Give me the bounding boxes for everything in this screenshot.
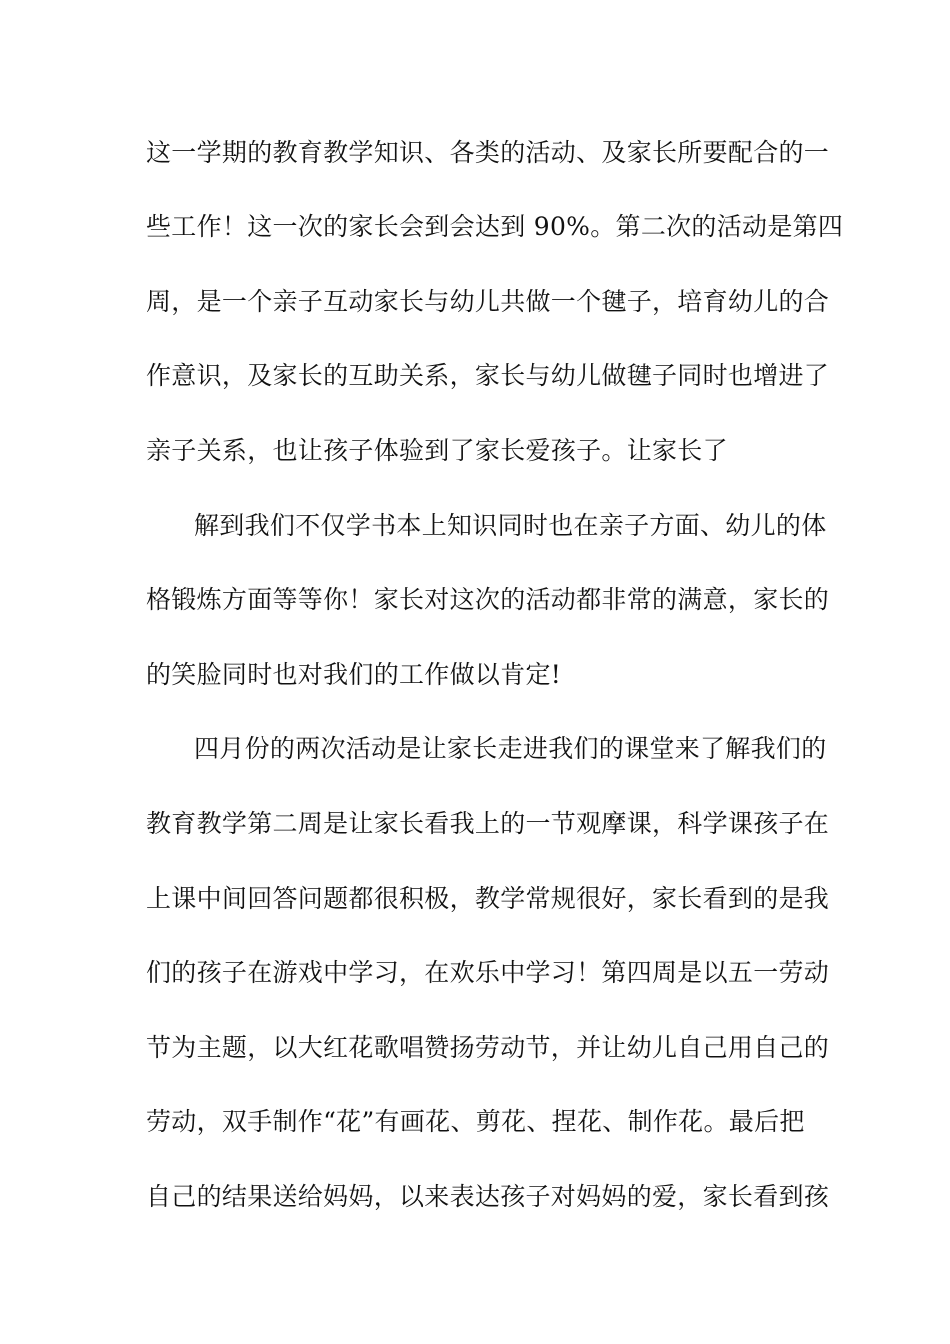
text-line: 上课中间回答问题都很积极，教学常规很好，家长看到的是我	[146, 884, 830, 913]
text-line: 自己的结果送给妈妈，以来表达孩子对妈妈的爱，家长看到孩	[146, 1182, 830, 1211]
text-line: 节为主题，以大红花歌唱赞扬劳动节，并让幼儿自己用自己的	[146, 1033, 830, 1062]
text-line: 格锻炼方面等等你！家长对这次的活动都非常的满意，家长的	[146, 585, 830, 614]
text-line: 的笑脸同时也对我们的工作做以肯定!	[146, 660, 562, 689]
text-line: 作意识，及家长的互助关系，家长与幼儿做毽子同时也增进了	[146, 361, 830, 390]
paragraph-first-line: 四月份的两次活动是让家长走进我们的课堂来了解我们的	[194, 734, 827, 763]
text-line: 亲子关系，也让孩子体验到了家长爱孩子。让家长了	[146, 436, 728, 465]
text-line: 教育教学第二周是让家长看我上的一节观摩课，科学课孩子在	[146, 809, 830, 838]
text-line: 劳动，双手制作“花”有画花、剪花、捏花、制作花。最后把	[146, 1107, 805, 1136]
text-line: 们的孩子在游戏中学习，在欢乐中学习！第四周是以五一劳动	[146, 958, 830, 987]
paragraph-first-line: 解到我们不仅学书本上知识同时也在亲子方面、幼儿的体	[194, 511, 827, 540]
text-line: 些工作！这一次的家长会到会达到 90%。第二次的活动是第四	[146, 212, 844, 241]
text-line: 周，是一个亲子互动家长与幼儿共做一个毽子，培育幼儿的合	[146, 287, 830, 316]
text-line: 这一学期的教育教学知识、各类的活动、及家长所要配合的一	[146, 138, 830, 167]
